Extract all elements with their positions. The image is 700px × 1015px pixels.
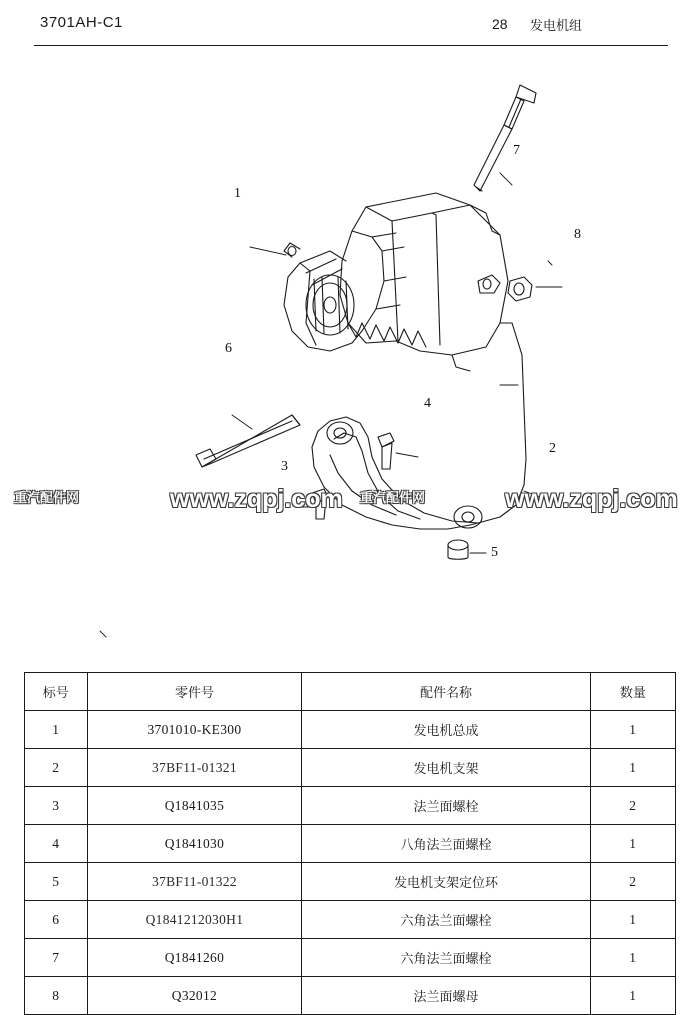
cell-part: 37BF11-01321 xyxy=(87,749,302,787)
table-row xyxy=(25,863,676,901)
cell-no: 6 xyxy=(25,901,88,939)
header-doc-code: 3701AH-C1 xyxy=(40,14,123,31)
callout-1: 1 xyxy=(234,186,241,201)
cell-name: 八角法兰面螺栓 xyxy=(302,825,590,863)
part-7-bolt xyxy=(474,85,536,191)
table-row xyxy=(25,711,676,749)
callout-8: 8 xyxy=(574,227,581,242)
watermark-url-right: www.zqpj.com xyxy=(505,485,678,513)
cell-qty: 2 xyxy=(590,787,675,825)
cell-no: 7 xyxy=(25,939,88,977)
callout-4: 4 xyxy=(424,396,431,411)
callout-7: 7 xyxy=(513,143,520,158)
cell-part: Q1841035 xyxy=(87,787,302,825)
callout-5: 5 xyxy=(491,545,498,560)
cell-part: Q32012 xyxy=(87,977,302,1015)
table-header-row xyxy=(25,673,676,711)
table-row xyxy=(25,901,676,939)
part-4-bolt xyxy=(378,433,394,469)
cell-no: 2 xyxy=(25,749,88,787)
cell-name: 发电机支架定位环 xyxy=(302,863,590,901)
cell-qty: 1 xyxy=(590,977,675,1015)
part-1-alternator xyxy=(284,193,508,371)
cell-part: 3701010-KE300 xyxy=(87,711,302,749)
cell-no: 1 xyxy=(25,711,88,749)
cell-name: 法兰面螺栓 xyxy=(302,787,590,825)
callout-2: 2 xyxy=(549,441,556,456)
watermark-url-left: www.zqpj.com xyxy=(170,485,343,513)
table-row xyxy=(25,977,676,1015)
watermark-brand-right: 重汽配件网 xyxy=(360,491,426,506)
part-8-nut xyxy=(508,277,532,301)
cell-no: 4 xyxy=(25,825,88,863)
column-header-name: 配件名称 xyxy=(302,673,590,711)
part-5-ring xyxy=(448,540,468,559)
header-section-title: 发电机组 xyxy=(530,19,583,34)
cell-qty: 2 xyxy=(590,863,675,901)
cell-name: 六角法兰面螺栓 xyxy=(302,939,590,977)
parts-table xyxy=(24,672,676,1015)
cell-name: 六角法兰面螺栓 xyxy=(302,901,590,939)
header-divider xyxy=(34,45,668,46)
callout-3: 3 xyxy=(281,459,288,474)
callout-6: 6 xyxy=(225,341,232,356)
watermark-brand-left: 重汽配件网 xyxy=(14,491,80,506)
exploded-parts-drawing xyxy=(0,55,700,655)
cell-qty: 1 xyxy=(590,825,675,863)
cell-no: 3 xyxy=(25,787,88,825)
column-header-part: 零件号 xyxy=(87,673,302,711)
cell-no: 5 xyxy=(25,863,88,901)
cell-no: 8 xyxy=(25,977,88,1015)
drawing-svg xyxy=(0,55,700,655)
cell-qty: 1 xyxy=(590,901,675,939)
cell-part: Q1841212030H1 xyxy=(87,901,302,939)
cell-qty: 1 xyxy=(590,939,675,977)
cell-name: 发电机支架 xyxy=(302,749,590,787)
table-row xyxy=(25,825,676,863)
column-header-no: 标号 xyxy=(25,673,88,711)
cell-part: Q1841030 xyxy=(87,825,302,863)
table-row xyxy=(25,787,676,825)
header-section-number: 28 xyxy=(492,16,508,32)
cell-part: Q1841260 xyxy=(87,939,302,977)
table-row xyxy=(25,939,676,977)
cell-qty: 1 xyxy=(590,711,675,749)
cell-qty: 1 xyxy=(590,749,675,787)
cell-name: 发电机总成 xyxy=(302,711,590,749)
cell-part: 37BF11-01322 xyxy=(87,863,302,901)
table-row xyxy=(25,749,676,787)
cell-name: 法兰面螺母 xyxy=(302,977,590,1015)
column-header-qty: 数量 xyxy=(590,673,675,711)
